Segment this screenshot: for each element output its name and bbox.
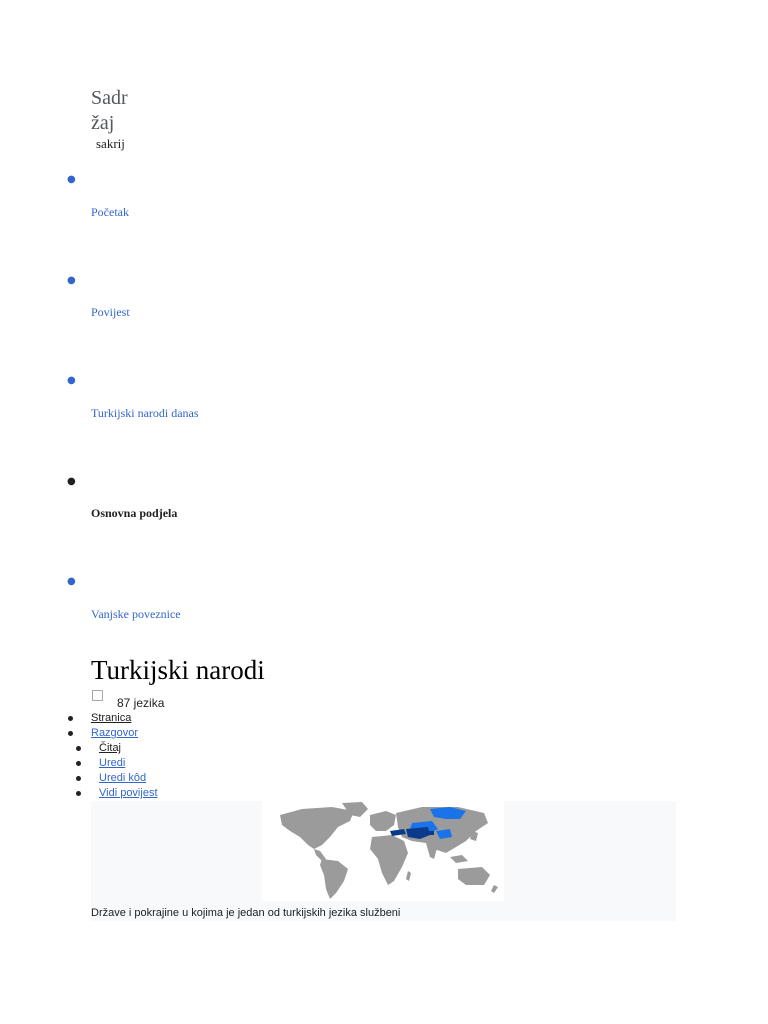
page-title: Turkijski narodi — [91, 655, 265, 685]
tab-stranica[interactable] — [91, 711, 131, 725]
tab-bullet — [76, 746, 81, 751]
toc-bullet: ● — [67, 476, 76, 487]
tab-razgovor[interactable] — [91, 726, 138, 740]
tab-bullet — [76, 761, 81, 766]
toc-item-povijest[interactable]: Povijest — [91, 305, 130, 319]
tab-bullet — [76, 776, 81, 781]
toc-item-pocetak[interactable]: Početak — [91, 205, 129, 219]
toc-item-osnovna-podjela: Osnovna podjela — [91, 506, 178, 520]
toc-bullet: ● — [67, 576, 76, 587]
toc-bullet: ● — [67, 275, 76, 286]
tab-label[interactable]: Uredi — [99, 757, 126, 769]
tab-citaj[interactable] — [99, 741, 121, 755]
tab-vidi-povijest[interactable] — [99, 786, 158, 800]
world-map-image[interactable] — [262, 801, 504, 901]
tab-bullet — [68, 716, 73, 721]
toc-bullet: ● — [67, 375, 76, 386]
tab-label[interactable]: Vidi povijest — [99, 787, 158, 799]
tab-bullet — [76, 791, 81, 796]
toc-bullet: ● — [67, 174, 76, 185]
language-menu-checkbox[interactable] — [92, 690, 103, 701]
tab-uredi-kod[interactable] — [99, 771, 146, 785]
toc-title: Sadržaj — [91, 87, 128, 134]
world-map-svg — [262, 801, 504, 901]
tab-label[interactable]: Čitaj — [99, 742, 122, 754]
figure-caption: Države i pokrajine u kojima je jedan od turkijskih jezika službeni — [91, 907, 401, 919]
tab-label[interactable]: Razgovor — [91, 727, 139, 739]
tab-label[interactable]: Stranica — [91, 712, 132, 724]
tab-label[interactable]: Uredi kôd — [99, 772, 147, 784]
tab-bullet — [68, 731, 73, 736]
map-landmass — [280, 802, 498, 899]
tab-uredi[interactable] — [99, 756, 125, 770]
toc-item-turkijski-narodi-danas[interactable]: Turkijski narodi danas — [91, 406, 199, 420]
language-count-button[interactable]: 87 jezika — [117, 696, 165, 710]
toc-item-vanjske-poveznice[interactable]: Vanjske poveznice — [91, 607, 181, 621]
toc-hide-toggle[interactable]: sakrij — [96, 136, 125, 151]
